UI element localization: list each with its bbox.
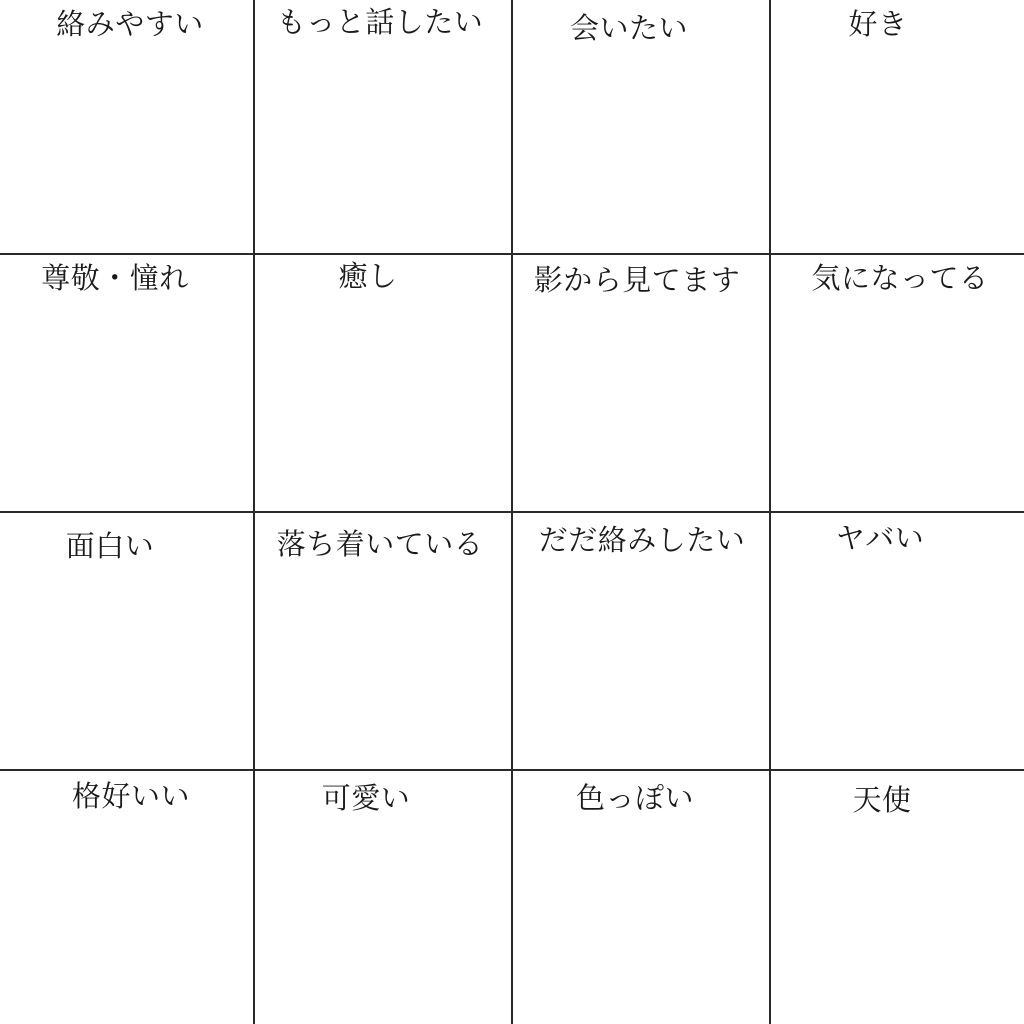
grid-cell [512, 254, 770, 512]
cell-label: 好き [848, 7, 908, 41]
grid-cell [512, 770, 770, 1024]
cell-label: 面白い [65, 529, 155, 563]
cell-label: もっと話したい [276, 5, 484, 39]
grid-cell [512, 512, 770, 770]
grid-cell [0, 254, 254, 512]
grid-cell [254, 254, 512, 512]
grid-divider-horizontal [0, 769, 1024, 771]
cell-label: だだ絡みしたい [538, 523, 746, 557]
cell-label: 影から見てます [533, 263, 741, 297]
grid-cell [254, 0, 512, 254]
grid-cell [770, 0, 1024, 254]
cell-label: 癒し [338, 259, 398, 293]
grid-cell [770, 770, 1024, 1024]
grid-cell [254, 512, 512, 770]
cell-label: 格好いい [71, 779, 191, 813]
grid-cell [770, 254, 1024, 512]
cell-label: 色っぽい [575, 781, 695, 815]
grid-cell [512, 0, 770, 254]
grid-cell [0, 512, 254, 770]
grid-divider-horizontal [0, 253, 1024, 255]
cell-label: 気になってる [811, 261, 989, 295]
cell-label: 絡みやすい [56, 7, 204, 41]
grid-cell [0, 770, 254, 1024]
grid-cell [254, 770, 512, 1024]
grid-divider-horizontal [0, 511, 1024, 513]
cell-label: 会いたい [569, 11, 689, 45]
cell-label: 落ち着いている [276, 527, 484, 561]
cell-label: 天使 [852, 783, 912, 817]
grid-cell [0, 0, 254, 254]
cell-label: 尊敬・憧れ [41, 261, 189, 295]
grid-cell [770, 512, 1024, 770]
cell-label: 可愛い [321, 781, 411, 815]
cell-label: ヤバい [835, 521, 925, 555]
